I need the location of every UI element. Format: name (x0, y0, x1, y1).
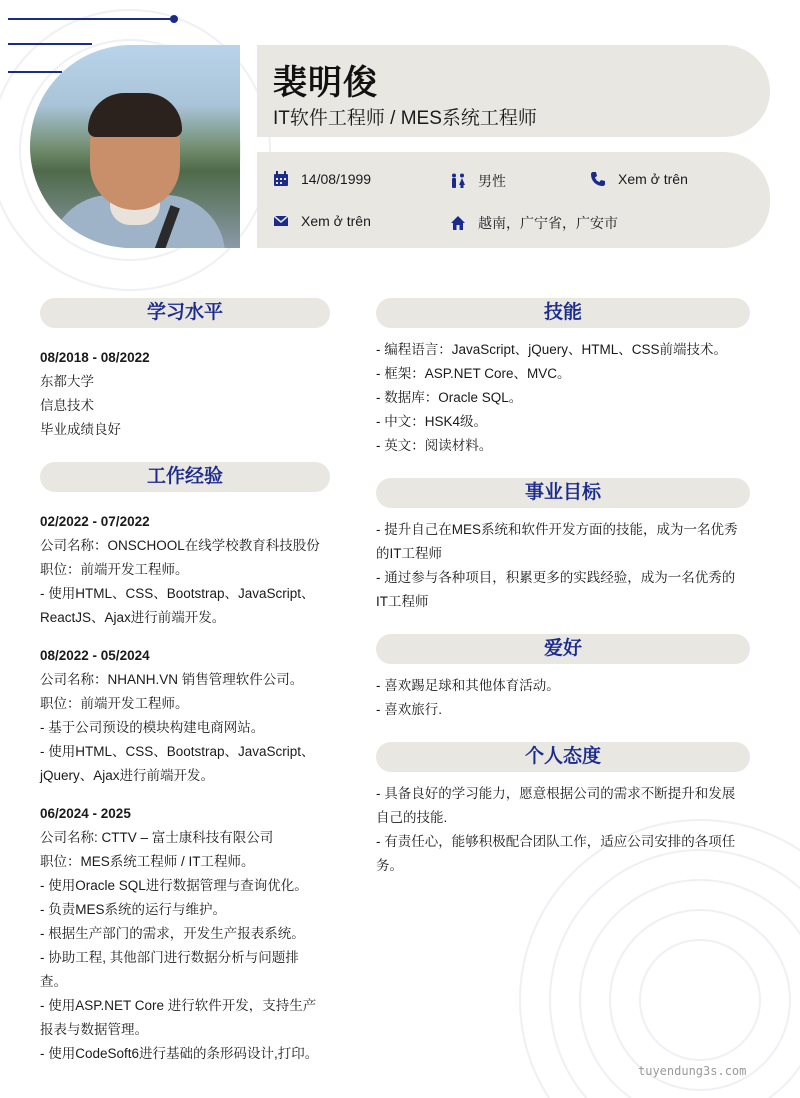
job-line: 查。 (40, 974, 67, 989)
job-period: 08/2022 - 05/2024 (40, 648, 150, 663)
hobby-line: - 喜欢旅行. (376, 702, 442, 717)
job-line: - 使用HTML、CSS、Bootstrap、JavaScript、 (40, 586, 315, 601)
attitude-line: - 有责任心，能够积极配合团队工作，适应公司安排的各项任 (376, 834, 736, 849)
home-icon (450, 215, 466, 231)
skill-line: - 数据库：Oracle SQL。 (376, 390, 523, 405)
job-line: 报表与数据管理。 (40, 1022, 148, 1037)
education-school: 东都大学 (40, 374, 94, 389)
education-heading: 学习水平 (40, 298, 330, 328)
skills-section (376, 338, 760, 458)
skill-line: - 中文：HSK4级。 (376, 414, 488, 429)
skill-line: - 框架：ASP.NET Core、MVC。 (376, 366, 571, 381)
education-major: 信息技术 (40, 398, 94, 413)
attitude-line: 自己的技能. (376, 810, 448, 825)
phone-item (590, 171, 688, 187)
job-line: 职位：MES系统工程师 / IT工程师。 (40, 854, 255, 869)
attitude-section (376, 782, 760, 878)
skill-line: - 编程语言：JavaScript、jQuery、HTML、CSS前端技术。 (376, 342, 728, 357)
name-card (257, 45, 770, 137)
job-line: - 使用CodeSoft6进行基础的条形码设计,打印。 (40, 1046, 319, 1061)
job-line: - 基于公司预设的模块构建电商网站。 (40, 720, 265, 735)
attitude-line: 务。 (376, 858, 403, 873)
candidate-name: 裴明俊 (273, 64, 378, 102)
job-line: - 协助工程, 其他部门进行数据分析与问题排 (40, 950, 299, 965)
job-line: 公司名称：ONSCHOOL在线学校教育科技股份 (40, 538, 320, 553)
calendar-icon (273, 171, 289, 187)
header-line-3 (8, 71, 62, 73)
birthday-item (273, 171, 371, 187)
header-line-2 (8, 43, 92, 45)
job-line: 公司名称：NHANH.VN 销售管理软件公司。 (40, 672, 304, 687)
skills-heading: 技能 (376, 298, 750, 328)
skill-line: - 英文：阅读材料。 (376, 438, 493, 453)
job-period: 02/2022 - 07/2022 (40, 514, 150, 529)
education-note: 毕业成绩良好 (40, 422, 121, 437)
job-line: 职位：前端开发工程师。 (40, 696, 189, 711)
header-line-1 (8, 18, 174, 20)
attitude-line: - 具备良好的学习能力，愿意根据公司的需求不断提升和发展 (376, 786, 736, 801)
header-line-dot (170, 15, 178, 23)
attitude-heading: 个人态度 (376, 742, 750, 772)
job-line: - 使用Oracle SQL进行数据管理与查询优化。 (40, 878, 308, 893)
job-line: - 使用ASP.NET Core 进行软件开发，支持生产 (40, 998, 317, 1013)
goal-line: 的IT工程师 (376, 546, 442, 561)
hobbies-heading: 爱好 (376, 634, 750, 664)
envelope-icon (273, 213, 289, 229)
profile-photo (30, 45, 240, 248)
phone-value: Xem ở trên (618, 171, 688, 187)
goals-section (376, 518, 760, 614)
goal-line: - 提升自己在MES系统和软件开发方面的技能，成为一名优秀 (376, 522, 738, 537)
birthday-value: 14/08/1999 (301, 171, 372, 187)
job-line: - 使用HTML、CSS、Bootstrap、JavaScript、 (40, 744, 315, 759)
goal-line: - 通过参与各种项目，积累更多的实践经验，成为一名优秀的 (376, 570, 736, 585)
education-period: 08/2018 - 08/2022 (40, 350, 150, 365)
address-value: 越南，广宁省，广安市 (478, 215, 618, 231)
goal-line: IT工程师 (376, 594, 429, 609)
people-icon (450, 173, 466, 189)
job-line: 公司名称: CTTV – 富士康科技有限公司 (40, 830, 274, 845)
gender-value: 男性 (478, 173, 506, 189)
hobbies-section (376, 674, 760, 722)
address-item (450, 213, 618, 233)
contact-info-card (257, 152, 770, 248)
email-value: Xem ở trên (301, 213, 371, 229)
candidate-title: IT软件工程师 / MES系统工程师 (273, 108, 537, 129)
job-line: ReactJS、Ajax进行前端开发。 (40, 610, 226, 625)
job-line: 职位：前端开发工程师。 (40, 562, 189, 577)
job-period: 06/2024 - 2025 (40, 806, 131, 821)
email-item (273, 213, 371, 229)
goals-heading: 事业目标 (376, 478, 750, 508)
watermark-text: tuyendung3s.com (638, 1064, 747, 1078)
experience-section (40, 510, 340, 1066)
job-line: jQuery、Ajax进行前端开发。 (40, 768, 215, 783)
gender-item (450, 171, 506, 191)
education-section (40, 346, 340, 442)
phone-icon (590, 171, 606, 187)
hobby-line: - 喜欢踢足球和其他体育活动。 (376, 678, 560, 693)
experience-heading: 工作经验 (40, 462, 330, 492)
job-line: - 负责MES系统的运行与维护。 (40, 902, 227, 917)
job-line: - 根据生产部门的需求，开发生产报表系统。 (40, 926, 305, 941)
